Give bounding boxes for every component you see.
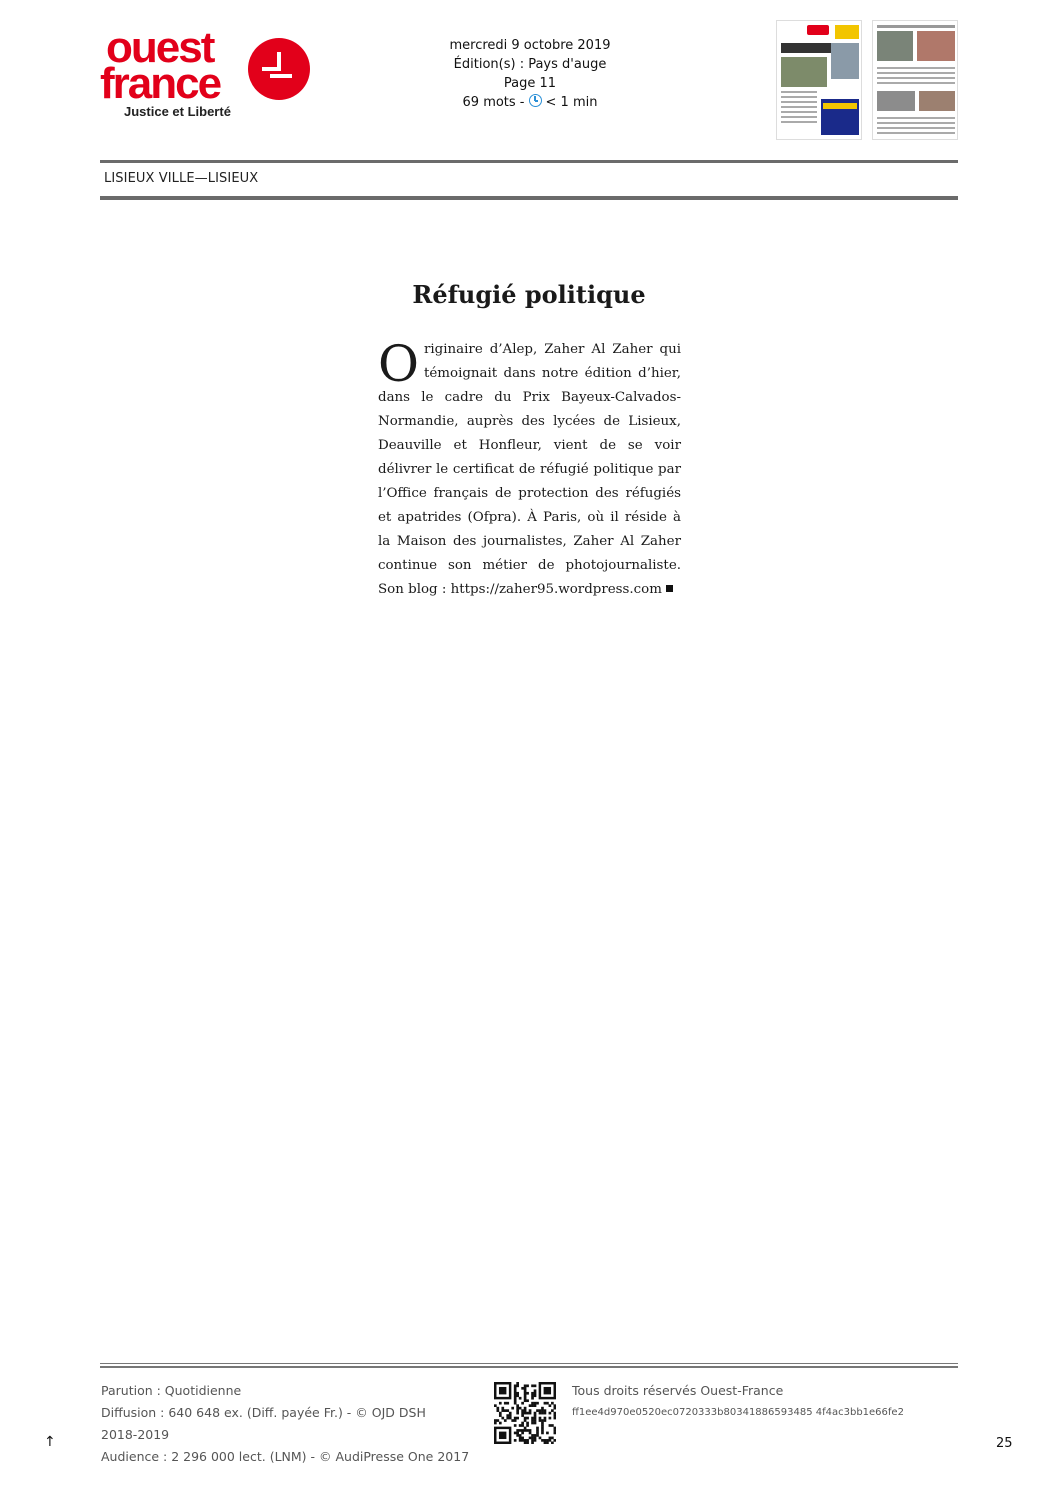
logo-circle-icon <box>248 38 310 100</box>
logo-word-france: france <box>100 59 221 108</box>
thumbnail-photo <box>919 91 955 111</box>
thumbnail-ad <box>835 25 859 39</box>
article-meta <box>420 36 640 112</box>
thumbnail-photo <box>781 57 827 87</box>
section-rule-bottom <box>100 196 958 200</box>
publication-date: mercredi 9 octobre 2019 <box>449 38 611 53</box>
footer-rule <box>100 1366 958 1368</box>
section-rule-top <box>100 160 958 163</box>
thumbnail-headline <box>781 43 831 53</box>
thumbnail-header <box>877 25 955 28</box>
thumbnail-ad-banner <box>823 103 857 109</box>
thumbnail-text <box>781 91 817 93</box>
diffusion-info: Diffusion : 640 648 ex. (Diff. payée Fr.) - © OJD DSH <box>101 1405 426 1420</box>
footer-rights <box>572 1380 904 1424</box>
section-label: LISIEUX VILLE—LISIEUX <box>104 171 259 186</box>
parution-info: Parution : Quotidienne <box>101 1383 242 1398</box>
qr-code-icon[interactable] <box>494 1382 556 1444</box>
article-text: riginaire d’Alep, Zaher Al Zaher qui témoignait dans notre édition d’hier, dans le cadre du Prix Bayeux-Calvados-Normandie, auprès des lycées de Lisieux, Deauville et Honfleur, vient de se voir délivrer le certificat de réfugié politique par l’Office français de protection des réfugiés et apatrides (Ofpra). À Paris, où il réside à la Maison des journalistes, Zaher Al Zaher continue son métier de photojournaliste. Son blog : https://zaher95.wordpress.com <box>378 342 681 597</box>
logo-tagline: Justice et Liberté <box>124 104 231 119</box>
thumbnail-masthead <box>807 25 829 35</box>
thumbnail-text <box>877 67 955 69</box>
end-of-article-icon <box>666 585 673 592</box>
thumbnail-photo <box>831 43 859 79</box>
footer-rule <box>100 1363 958 1364</box>
article-page-thumbnail[interactable] <box>872 20 958 140</box>
edition-info: Édition(s) : Pays d'auge <box>453 57 607 72</box>
copyright-notice: Tous droits réservés Ouest-France <box>572 1383 784 1398</box>
clock-icon <box>529 94 542 107</box>
back-to-top-icon[interactable]: ↑ <box>44 1434 56 1450</box>
thumbnail-photo <box>877 31 913 61</box>
diffusion-year: 2018-2019 <box>101 1427 170 1442</box>
page-number: 25 <box>996 1436 1013 1451</box>
reading-info <box>420 93 640 112</box>
article-title: Réfugié politique <box>412 280 646 309</box>
thumbnail-text <box>877 117 955 119</box>
thumbnail-photo <box>917 31 955 61</box>
drop-cap: O <box>378 335 419 393</box>
ouest-france-logo <box>100 23 320 126</box>
thumbnail-photo <box>877 91 915 111</box>
footer-info <box>101 1380 481 1468</box>
front-page-thumbnail[interactable] <box>776 20 862 140</box>
article-body <box>378 335 681 602</box>
page-info: Page 11 <box>503 76 557 91</box>
reading-time: < 1 min <box>545 95 598 110</box>
audience-info: Audience : 2 296 000 lect. (LNM) - © AudiPresse One 2017 <box>101 1449 470 1464</box>
word-count: 69 mots - <box>462 95 525 110</box>
logo-word-ouest: ouest <box>106 23 214 72</box>
document-hash: ff1ee4d970e0520ec0720333b80341886593485 4f4ac3bb1e66fe2 <box>572 1407 904 1418</box>
